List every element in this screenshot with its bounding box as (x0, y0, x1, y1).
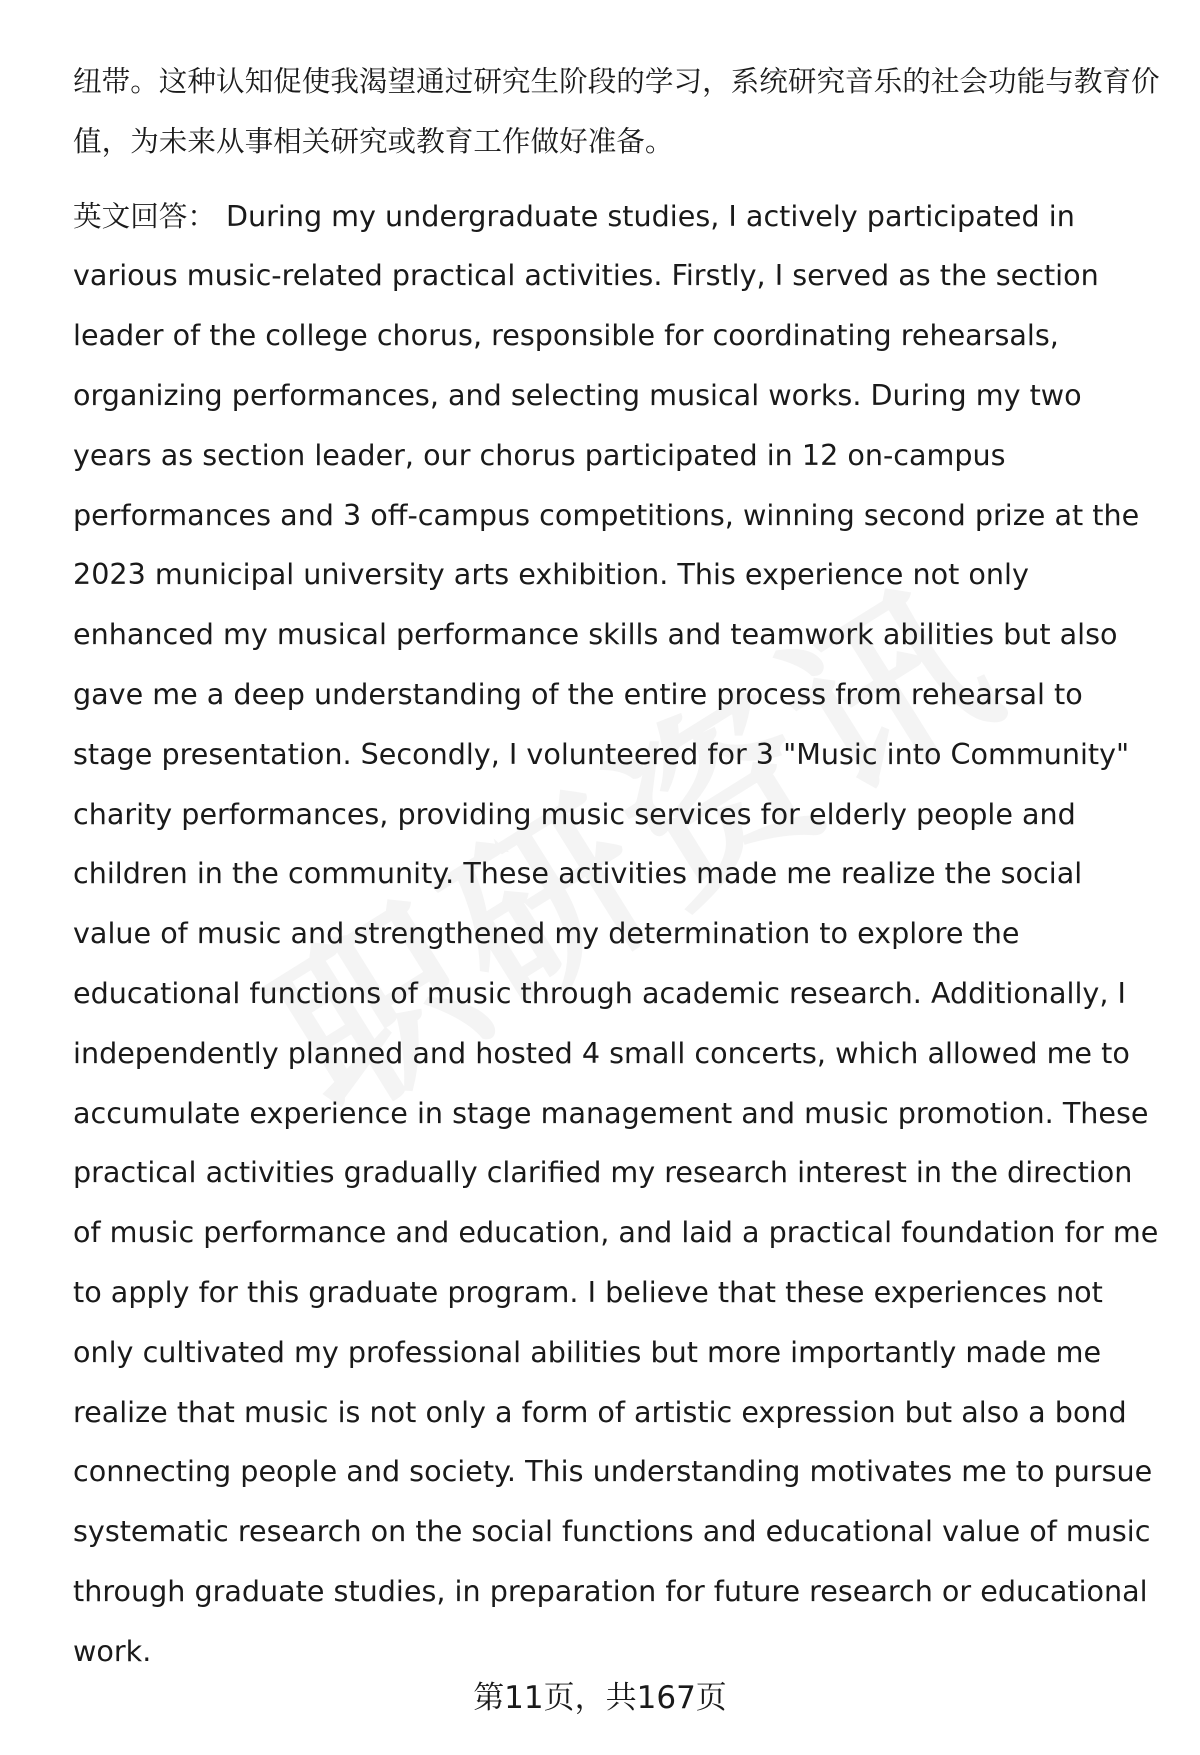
english-answer-text: During my undergraduate studies, I actively participated in various music-related practical activities. Firstly, I served as the section leader of the college chorus, responsible for coordinating rehearsals, organizing performances, and selecting musical works. During my two years as section leader, our chorus participated in 12 on-campus performances and 3 off-campus competitions, winning second prize at the 2023 municipal university arts exhibition. This experience not only enhanced my musical performance skills and teamwork abilities but also gave me a deep understanding of the entire process from rehearsal to stage presentation. Secondly, I volunteered for 3 "Music into Community" charity performances, providing music services for elderly people and children in the community. These activities made me realize the social value of music and strengthened my determination to explore the educational functions of music through academic research. Additionally, I independently planned and hosted 4 small concerts, which allowed me to accumulate experience in stage management and music promotion. These practical activities gradually clarified my research interest in the direction of music performance and education, and laid a practical foundation for me to apply for this graduate program. I believe that these experiences not only cultivated my professional abilities but more importantly made me realize that music is not only a form of artistic expression but also a bond connecting people and society. This understanding motivates me to pursue systematic research on the social functions and educational value of music through graduate studies, in preparation for future research or educational work. (73, 198, 1159, 1668)
english-answer-paragraph (73, 187, 1163, 1682)
answer-label: 英文回答： (73, 198, 216, 233)
document-body (73, 52, 1163, 1682)
chinese-paragraph: 纽带。这种认知促使我渴望通过研究生阶段的学习，系统研究音乐的社会功能与教育价值，为未来从事相关研究或教育工作做好准备。 (73, 64, 1160, 158)
page-number-footer: 第11页，共167页 (473, 1680, 727, 1716)
